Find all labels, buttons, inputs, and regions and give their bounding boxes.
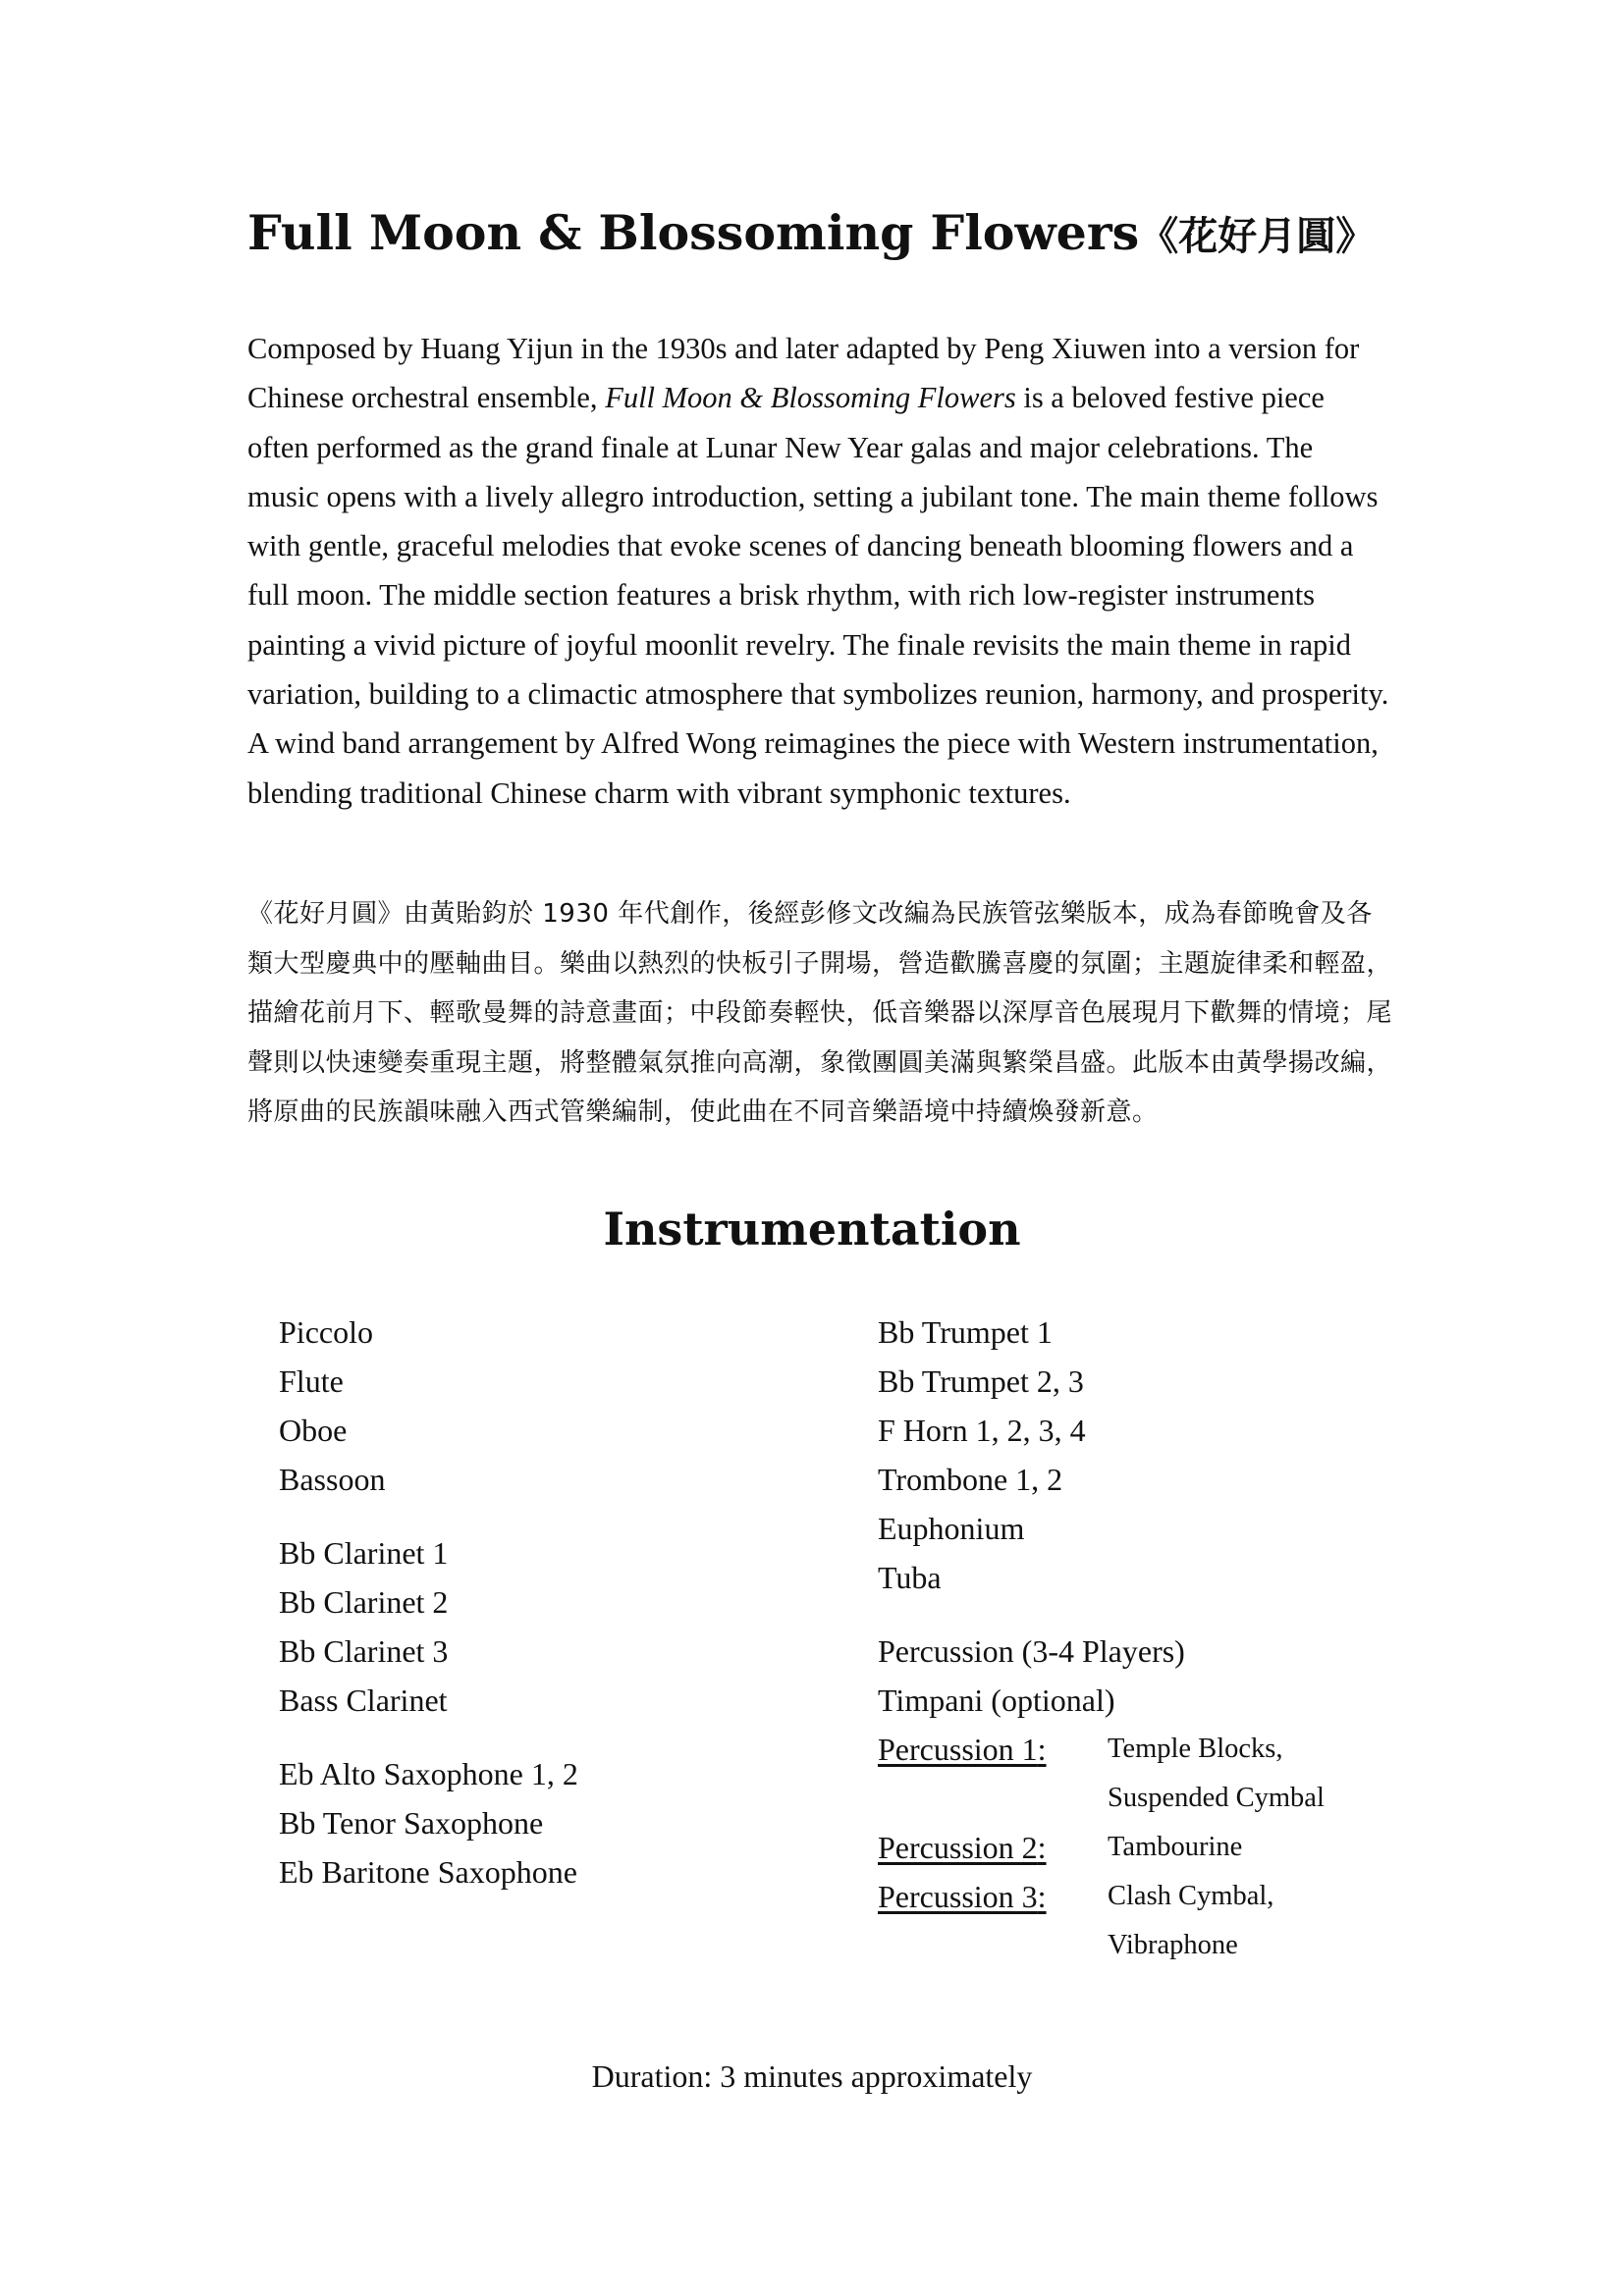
percussion-part-2: [878, 1823, 1428, 1872]
brass-group: [878, 1308, 1428, 1602]
instrument-list-left: [279, 1308, 829, 1921]
instrument-item: Timpani (optional): [878, 1682, 1115, 1718]
instrumentation-heading: Instrumentation: [603, 1202, 1021, 1255]
program-note-chinese: 《花好月圓》由黃貽鈞於 1930 年代創作，後經彭修文改編為民族管弦樂版本，成為春節晚會及各類大型慶典中的壓軸曲目。樂曲以熱烈的快板引子開場，營造歡騰喜慶的氛圍；主題旋律柔和輕盈，描繪花前月下、輕歌曼舞的詩意畫面；中段節奏輕快，低音樂器以深厚音色展現月下歡舞的情境；尾聲則以快速變奏重現主題，將整體氣氛推向高潮，象徵團圓美滿與繁榮昌盛。此版本由黃學揚改編，將原曲的民族韻味融入西式管樂編制，使此曲在不同音樂語境中持續煥發新意。: [247, 899, 1393, 1128]
saxophone-group: [279, 1749, 829, 1896]
woodwind-group: [279, 1308, 829, 1504]
duration-note: Duration: 3 minutes approximately: [591, 2058, 1033, 2094]
instrument-item: Eb Alto Saxophone 1, 2: [279, 1756, 578, 1791]
percussion-part-name: Percussion 3: [878, 1879, 1038, 1914]
percussion-instrument: Clash Cymbal,: [1108, 1881, 1274, 1911]
title-chinese: 《花好月圓》: [1139, 214, 1376, 259]
percussion-part-name: Percussion 2: [878, 1830, 1038, 1865]
instrument-item: F Horn 1, 2, 3, 4: [878, 1413, 1086, 1448]
percussion-part-instruments: [1108, 1725, 1325, 1823]
percussion-part-colon: :: [1037, 1830, 1047, 1865]
program-note-english: [247, 324, 1391, 818]
instrument-item: Bb Clarinet 3: [279, 1633, 449, 1669]
instrument-item: Percussion (3-4 Players): [878, 1633, 1185, 1669]
title-english: Full Moon & Blossoming Flowers: [247, 204, 1140, 261]
percussion-instrument: Suspended Cymbal: [1108, 1783, 1325, 1813]
instrument-item: Eb Baritone Saxophone: [279, 1854, 577, 1890]
percussion-part-1: [878, 1725, 1428, 1823]
percussion-instrument: Tambourine: [1108, 1832, 1243, 1862]
percussion-part-name: Percussion 1: [878, 1732, 1038, 1767]
instrument-item: Bb Trumpet 2, 3: [878, 1363, 1084, 1399]
percussion-part-label: [878, 1725, 1108, 1774]
program-note-text-1: Composed by Huang Yijun in the 1930s and later adapted by Peng Xiuwen into a version for Chinese orchestral ensemble,: [247, 332, 1360, 415]
instrument-item: Bb Trumpet 1: [878, 1314, 1053, 1350]
instrument-item: Bass Clarinet: [279, 1682, 448, 1718]
clarinet-group: [279, 1528, 829, 1725]
program-note-work-title: Full Moon & Blossoming Flowers: [605, 381, 1016, 415]
percussion-group: [878, 1627, 1428, 1970]
instrument-item: Flute: [279, 1363, 344, 1399]
instrument-item: Euphonium: [878, 1511, 1025, 1546]
percussion-part-instruments: [1108, 1872, 1273, 1970]
program-note-text-2: is a beloved festive piece often performed as the grand finale at Lunar New Year galas and major celebrations. The music opens with a lively allegro introduction, setting a jubilant tone. The main theme follows with gentle, graceful melodies that evoke scenes of dancing beneath blooming flowers and a full moon. The middle section features a brisk rhythm, with rich low-register instruments painting a vivid picture of joyful moonlit revelry. The finale revisits the main theme in rapid variation, building to a climactic atmosphere that symbolizes reunion, harmony, and prosperity. A wind band arrangement by Alfred Wong reimagines the piece with Western instrumentation, blending traditional Chinese charm with vibrant symphonic textures.: [247, 381, 1389, 810]
instrument-item: Bassoon: [279, 1462, 386, 1497]
instrument-item: Bb Clarinet 2: [279, 1584, 449, 1620]
instrument-item: Piccolo: [279, 1314, 373, 1350]
percussion-part-label: [878, 1872, 1108, 1921]
percussion-instrument: Temple Blocks,: [1108, 1734, 1283, 1764]
instrument-item: Bb Clarinet 1: [279, 1535, 449, 1571]
instrument-item: Oboe: [279, 1413, 348, 1448]
percussion-part-3: [878, 1872, 1428, 1970]
page-title: [247, 204, 1426, 262]
percussion-part-colon: :: [1037, 1879, 1047, 1914]
percussion-part-colon: :: [1037, 1732, 1047, 1767]
percussion-part-label: [878, 1823, 1108, 1872]
instrument-item: Trombone 1, 2: [878, 1462, 1063, 1497]
instrument-list-right: [878, 1308, 1428, 1970]
instrument-item: Tuba: [878, 1560, 942, 1595]
percussion-part-instruments: [1108, 1823, 1242, 1872]
percussion-instrument: Vibraphone: [1108, 1930, 1238, 1960]
instrument-item: Bb Tenor Saxophone: [279, 1805, 544, 1841]
